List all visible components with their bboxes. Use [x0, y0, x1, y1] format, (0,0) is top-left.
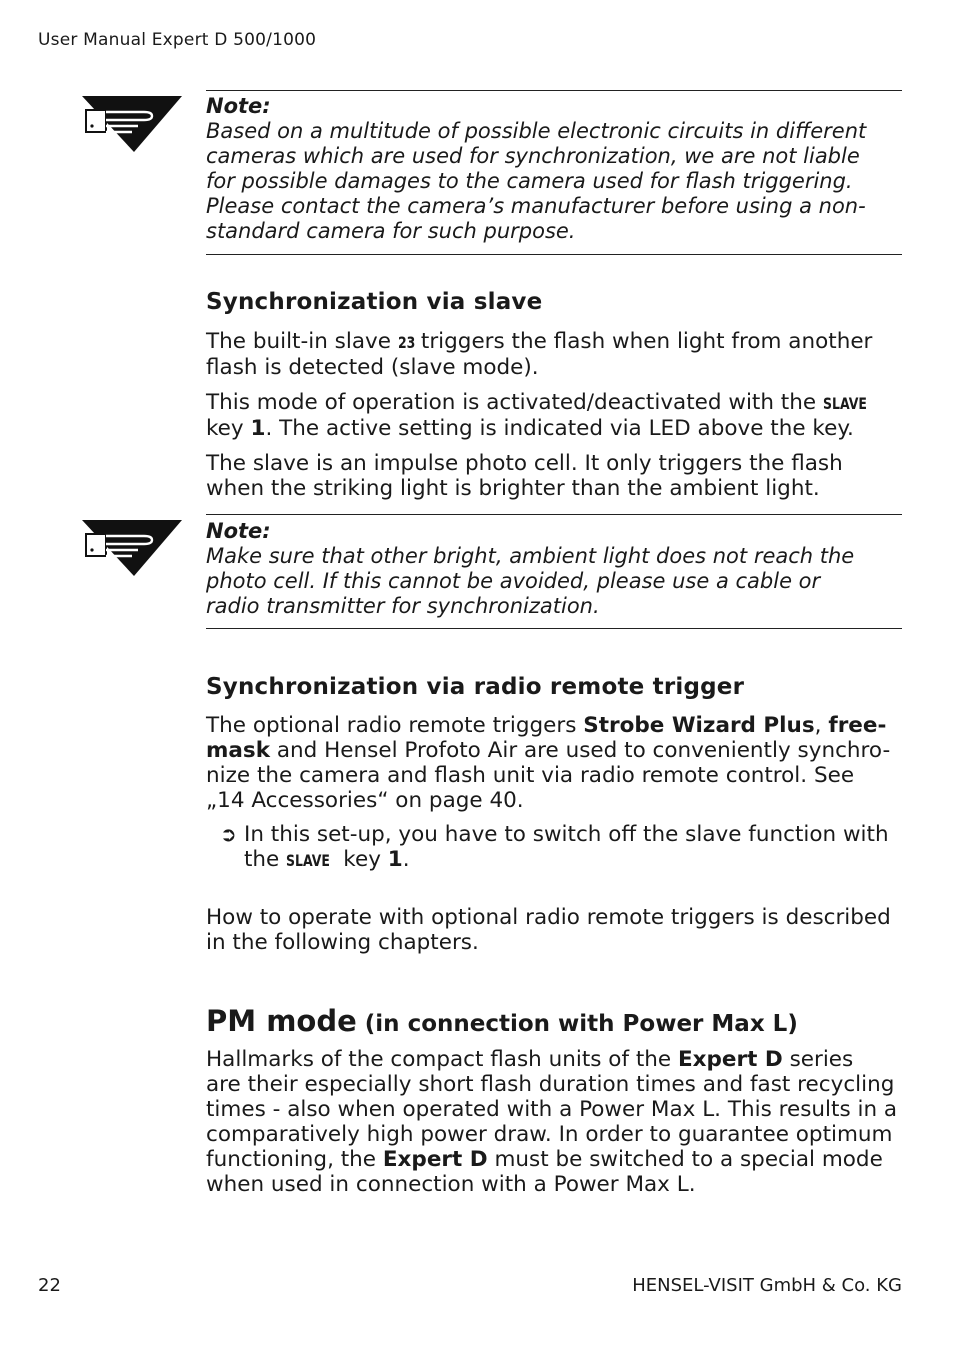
note-line: Please contact the camera’s manufacturer before using a non-: [206, 194, 866, 218]
divider: [206, 628, 902, 629]
arrow-icon: ➲: [220, 822, 237, 846]
note-line: for possible damages to the camera used for flash triggering.: [206, 169, 853, 193]
pointing-hand-icon: [82, 96, 182, 152]
section-heading: Synchronization via slave: [206, 289, 543, 315]
note-line: photo cell. If this cannot be avoided, please use a cable or: [206, 569, 821, 593]
note-title: Note:: [206, 519, 271, 543]
paragraph: Hallmarks of the compact flash units of the Expert D series are their especially short flash duration times and fast recycling times - also when operated with a Power Max L. This results in a comparatively high power draw. In order to guarantee optimum functioning, the Expert D must be switched to a special mode when used in connection with a Power Max L.: [206, 1047, 898, 1197]
ref-number: 23: [397, 333, 416, 352]
divider: [206, 90, 902, 91]
note-1: [206, 94, 906, 244]
product-name: free-: [828, 713, 887, 738]
divider: [206, 254, 902, 255]
paragraph: How to operate with optional radio remote triggers is described in the following chapters.: [206, 905, 891, 955]
product-name: mask: [206, 738, 271, 763]
radio-section: [206, 673, 906, 955]
company-name: HENSEL-VISIT GmbH & Co. KG: [632, 1275, 902, 1296]
note-line: standard camera for such purpose.: [206, 219, 576, 243]
ref-number: 1: [250, 416, 266, 441]
document-header: User Manual Expert D 500/1000: [38, 30, 317, 50]
note-line: Make sure that other bright, ambient light does not reach the: [206, 544, 855, 568]
note-title: Note:: [206, 94, 271, 118]
pointing-hand-icon: [82, 520, 182, 576]
section-heading: PM mode (in connection with Power Max L): [206, 1004, 798, 1038]
key-label: SLAVE: [822, 394, 867, 413]
ref-number: 1: [387, 847, 403, 872]
note-2: [206, 519, 906, 619]
paragraph: The built-in slave 23 triggers the flash when light from another flash is detected (slave mode).: [206, 329, 873, 380]
paragraph: The optional radio remote triggers Strobe Wizard Plus, free- mask and Hensel Profoto Air are used to conveniently synchro- nize the camera and flash unit via radio remote control. See „14 Accessories“ on page 40.: [206, 713, 891, 813]
list-item: ➲ In this set-up, you have to switch off the slave function with the SLAVE key 1.: [220, 822, 889, 872]
product-name: Expert D: [677, 1047, 783, 1072]
divider: [206, 514, 902, 515]
section-heading: Synchronization via radio remote trigger: [206, 674, 745, 700]
product-name: Expert D: [382, 1147, 488, 1172]
note-line: cameras which are used for synchronization, we are not liable: [206, 144, 860, 168]
page-number: 22: [38, 1275, 61, 1296]
paragraph: The slave is an impulse photo cell. It only triggers the flash when the striking light is brighter than the ambient light.: [206, 451, 843, 501]
pm-section: [206, 1004, 906, 1197]
paragraph: This mode of operation is activated/deactivated with the SLAVE key 1. The active setting is indicated via LED above the key.: [206, 390, 867, 441]
key-label: SLAVE: [286, 851, 331, 870]
product-name: Strobe Wizard Plus: [583, 713, 815, 738]
note-line: radio transmitter for synchronization.: [206, 594, 600, 618]
note-line: Based on a multitude of possible electronic circuits in different: [206, 119, 867, 143]
slave-section: [206, 288, 906, 501]
